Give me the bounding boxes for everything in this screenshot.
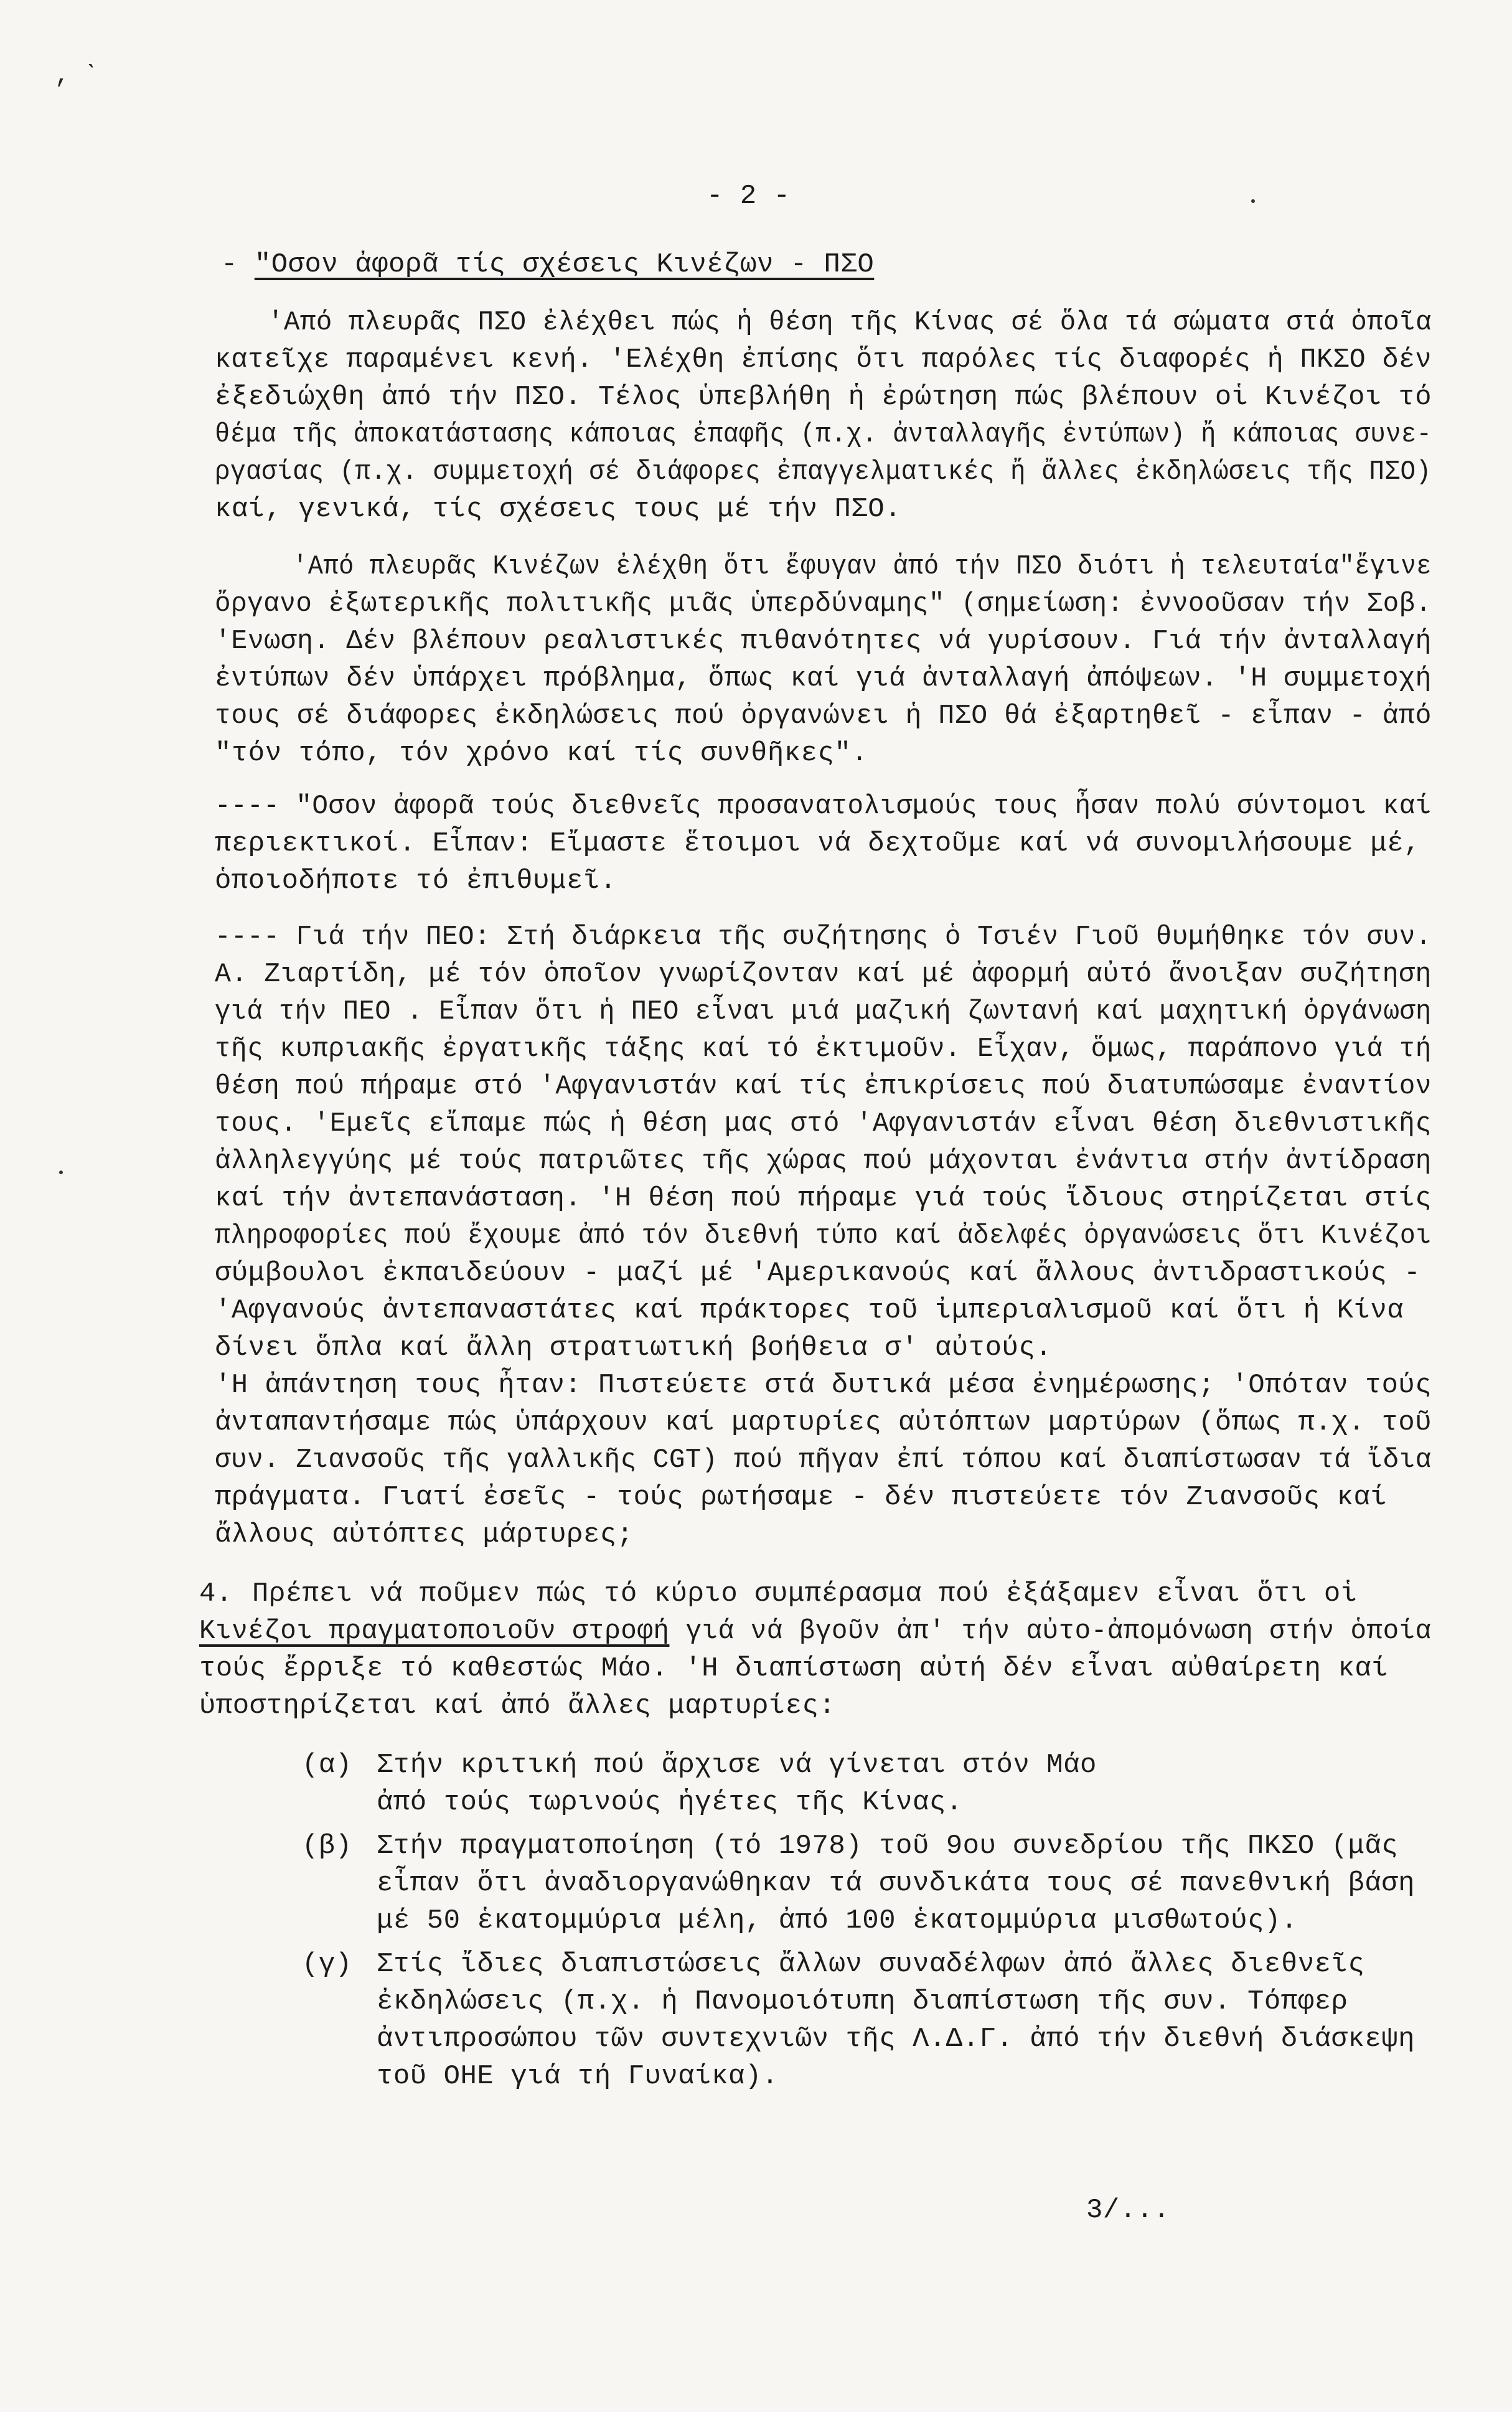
text-line: ἀλληλεγγύης μέ τούς πατριῶτες τῆς χώρας πού μάχονται ἐνάντια στήν ἀντίδραση [215,1146,1432,1177]
text-line: πράγματα. Γιατί ἐσεῖς - τούς ρωτήσαμε - δέν πιστεύετε τόν Ζιανσοῦς καί [215,1482,1388,1513]
list-label: (β) [302,1830,352,1862]
text-line: γιά τήν ΠΕΟ . Εἶπαν ὅτι ἡ ΠΕΟ εἶναι μιά μαζική ζωντανή καί μαχητική ὀργάνωση [215,996,1432,1027]
list-item-line: ἀντιπροσώπου τῶν συντεχνιῶν τῆς Λ.Δ.Γ. ἀπό τήν διεθνή διάσκεψη [377,2023,1416,2055]
continuation-marker: 3/... [1086,2195,1170,2226]
text-line: 'Η ἀπάντηση τους ἦταν: Πιστεύετε στά δυτικά μέσα ἐνημέρωσης; 'Οπόταν τούς [215,1370,1432,1401]
text-line: σύμβουλοι ἐκπαιδεύουν - μαζί μέ 'Αμερικανούς καί ἄλλους ἀντιδραστικούς - [215,1258,1421,1289]
list-item-line: Στίς ἴδιες διαπιστώσεις ἄλλων συναδέλφων ἀπό ἄλλες διεθνεῖς [377,1949,1365,1980]
text-line: ργασίας (π.χ. συμμετοχή σέ διάφορες ἐπαγγελματικές ἤ ἄλλες ἐκδηλώσεις τῆς ΠΣΟ) [215,456,1432,488]
text-line: καί τήν ἀντεπανάσταση. 'Η θέση πού πήραμε γιά τούς ἴδιους στηρίζεται στίς [215,1183,1432,1214]
text-line: ---- "Οσον ἀφορᾶ τούς διεθνεῖς προσανατολισμούς τους ἦσαν πολύ σύντομοι καί [215,791,1432,822]
text-line: ἐξεδιώχθη ἀπό τήν ΠΣΟ. Τέλος ὑπεβλήθη ἡ ἐρώτηση πώς βλέπουν οἱ Κινέζοι τό [215,382,1432,413]
text-line: τους σέ διάφορες ἐκδηλώσεις πού ὀργανώνει ἡ ΠΣΟ θά ἐξαρτηθεῖ - εἶπαν - ἀπό [215,700,1432,732]
text-line: τους. 'Εμεῖς εἴπαμε πώς ἡ θέση μας στό 'Αφγανιστάν εἶναι θέση διεθνιστικῆς [215,1108,1432,1139]
text-line: πληροφορίες πού ἔχουμε ἀπό τόν διεθνή τύπο καί ἀδελφές ὀργανώσεις ὅτι Κινέζοι [215,1220,1432,1251]
text-line: δίνει ὅπλα καί ἄλλη στρατιωτική βοήθεια σ' αὐτούς. [215,1332,1053,1364]
text-line: Πρέπει νά ποῦμεν πώς τό κύριο συμπέρασμα πού ἐξάξαμεν εἶναι ὅτι οἱ [252,1578,1358,1609]
text-line: περιεκτικοί. Εἶπαν: Εἴμαστε ἕτοιμοι νά δεχτοῦμε καί νά συνομιλήσουμε μέ, [215,828,1421,859]
list-item-line: Στήν πραγματοποίηση (τό 1978) τοῦ 9ου συνεδρίου τῆς ΠΚΣΟ (μᾶς [377,1830,1399,1862]
text-line: 'Από πλευρᾶς ΠΣΟ ἐλέχθει πώς ἡ θέση τῆς Κίνας σέ ὅλα τά σώματα στά ὁποῖα [268,307,1432,338]
text-line: "τόν τόπο, τόν χρόνο καί τίς συνθῆκες". [215,738,868,769]
list-item-line: ἐκδηλώσεις (π.χ. ἡ Πανομοιότυπη διαπίστωση τῆς συν. Τόπφερ [377,1986,1348,2017]
text-line: 'Από πλευρᾶς Κινέζων ἐλέχθη ὅτι ἔφυγαν ἀπό τήν ΠΣΟ διότι ἡ τελευταία"ἔγινε [293,551,1432,582]
text-line: ἄλλους αὐτόπτες μάρτυρες; [215,1519,634,1550]
point4-emphasis-line [199,1613,1432,1650]
text-fragment: γιά νά βγοῦν ἀπ' τήν αὐτο-ἀπομόνωση στήν ὁποία [669,1616,1432,1647]
text-line: συν. Ζιανσοῦς τῆς γαλλικῆς CGT) πού πῆγαν ἐπί τόπου καί διαπίστωσαν τά ἴδια [215,1444,1432,1476]
text-line: καί, γενικά, τίς σχέσεις τους μέ τήν ΠΣΟ. [215,494,902,525]
list-item-line: Στήν κριτική πού ἄρχισε νά γίνεται στόν Μάο [377,1750,1097,1781]
text-line: ὁποιοδήποτε τό ἐπιθυμεῖ. [215,865,617,897]
list-label: (α) [302,1750,352,1781]
list-label: (γ) [302,1949,352,1980]
page-number: - 2 - [707,181,791,212]
list-item-line: τοῦ ΟΗΕ γιά τή Γυναίκα). [377,2061,779,2092]
margin-dot [59,1171,63,1174]
margin-dot [1251,199,1255,203]
text-line: 'Ενωση. Δέν βλέπουν ρεαλιστικές πιθανότητες νά γυρίσουν. Γιά τήν ἀνταλλαγή [215,626,1432,657]
list-item-line: εἶπαν ὅτι ἀναδιοργανώθηκαν τά συνδικάτα τους σέ πανεθνική βάση [377,1868,1416,1899]
text-line: ἀνταπαντήσαμε πώς ὑπάρχουν καί μαρτυρίες αὐτόπτων μαρτύρων (ὅπως π.χ. τοῦ [215,1407,1432,1438]
text-line: κατεῖχε παραμένει κενή. 'Ελέχθη ἐπίσης ὅτι παρόλες τίς διαφορές ἡ ΠΚΣΟ δέν [215,344,1432,375]
underlined-phrase: Κινέζοι πραγματοποιοῦν στροφή [199,1616,670,1647]
list-item-line: μέ 50 ἑκατομμύρια μέλη, ἀπό 100 ἑκατομμύρια μισθωτούς). [377,1905,1298,1936]
text-line: θέμα τῆς ἀποκατάστασης κάποιας ἐπαφῆς (π.χ. ἀνταλλαγῆς ἐντύπων) ἤ κάποιας συνε- [215,419,1432,450]
text-line: ---- Γιά τήν ΠΕΟ: Στή διάρκεια τῆς συζήτησης ὁ Τσιέν Γιοῦ θυμήθηκε τόν συν. [215,921,1432,953]
text-line: ὑποστηρίζεται καί ἀπό ἄλλες μαρτυρίες: [199,1690,836,1722]
point4-number: 4. [199,1578,233,1609]
text-line: 'Αφγανούς ἀντεπαναστάτες καί πράκτορες τοῦ ἰμπεριαλισμοῦ καί ὅτι ἡ Κίνα [215,1295,1404,1326]
text-line: τούς ἔρριξε τό καθεστώς Μάο. 'Η διαπίστωση αὐτή δέν εἶναι αὐθαίρετη καί [199,1653,1389,1684]
text-line: Α. Ζιαρτίδη, μέ τόν ὁποῖον γνωρίζονταν καί μέ ἀφορμή αὐτό ἄνοιξαν συζήτηση [215,959,1432,990]
section-heading: - "Οσον ἀφορᾶ τίς σχέσεις Κινέζων - ΠΣΟ [221,249,875,280]
text-line: ὄργανο ἐξωτερικῆς πολιτικῆς μιᾶς ὑπερδύναμης" (σημείωση: ἐννοοῦσαν τήν Σοβ. [215,588,1432,619]
text-line: θέση πού πήραμε στό 'Αφγανιστάν καί τίς ἐπικρίσεις πού διατυπώσαμε ἐναντίον [215,1071,1432,1102]
margin-mark: , ˋ [55,62,100,90]
heading-text: "Οσον ἀφορᾶ τίς σχέσεις Κινέζων - ΠΣΟ [254,249,875,280]
text-line: τῆς κυπριακῆς ἐργατικῆς τάξης καί τό ἐκτιμοῦν. Εἶχαν, ὅμως, παράπονο γιά τή [215,1034,1432,1065]
list-item-line: ἀπό τούς τωρινούς ἡγέτες τῆς Κίνας. [377,1787,963,1818]
text-line: ἐντύπων δέν ὑπάρχει πρόβλημα, ὅπως καί γιά ἀνταλλαγή ἀπόψεων. 'Η συμμετοχή [215,663,1432,694]
